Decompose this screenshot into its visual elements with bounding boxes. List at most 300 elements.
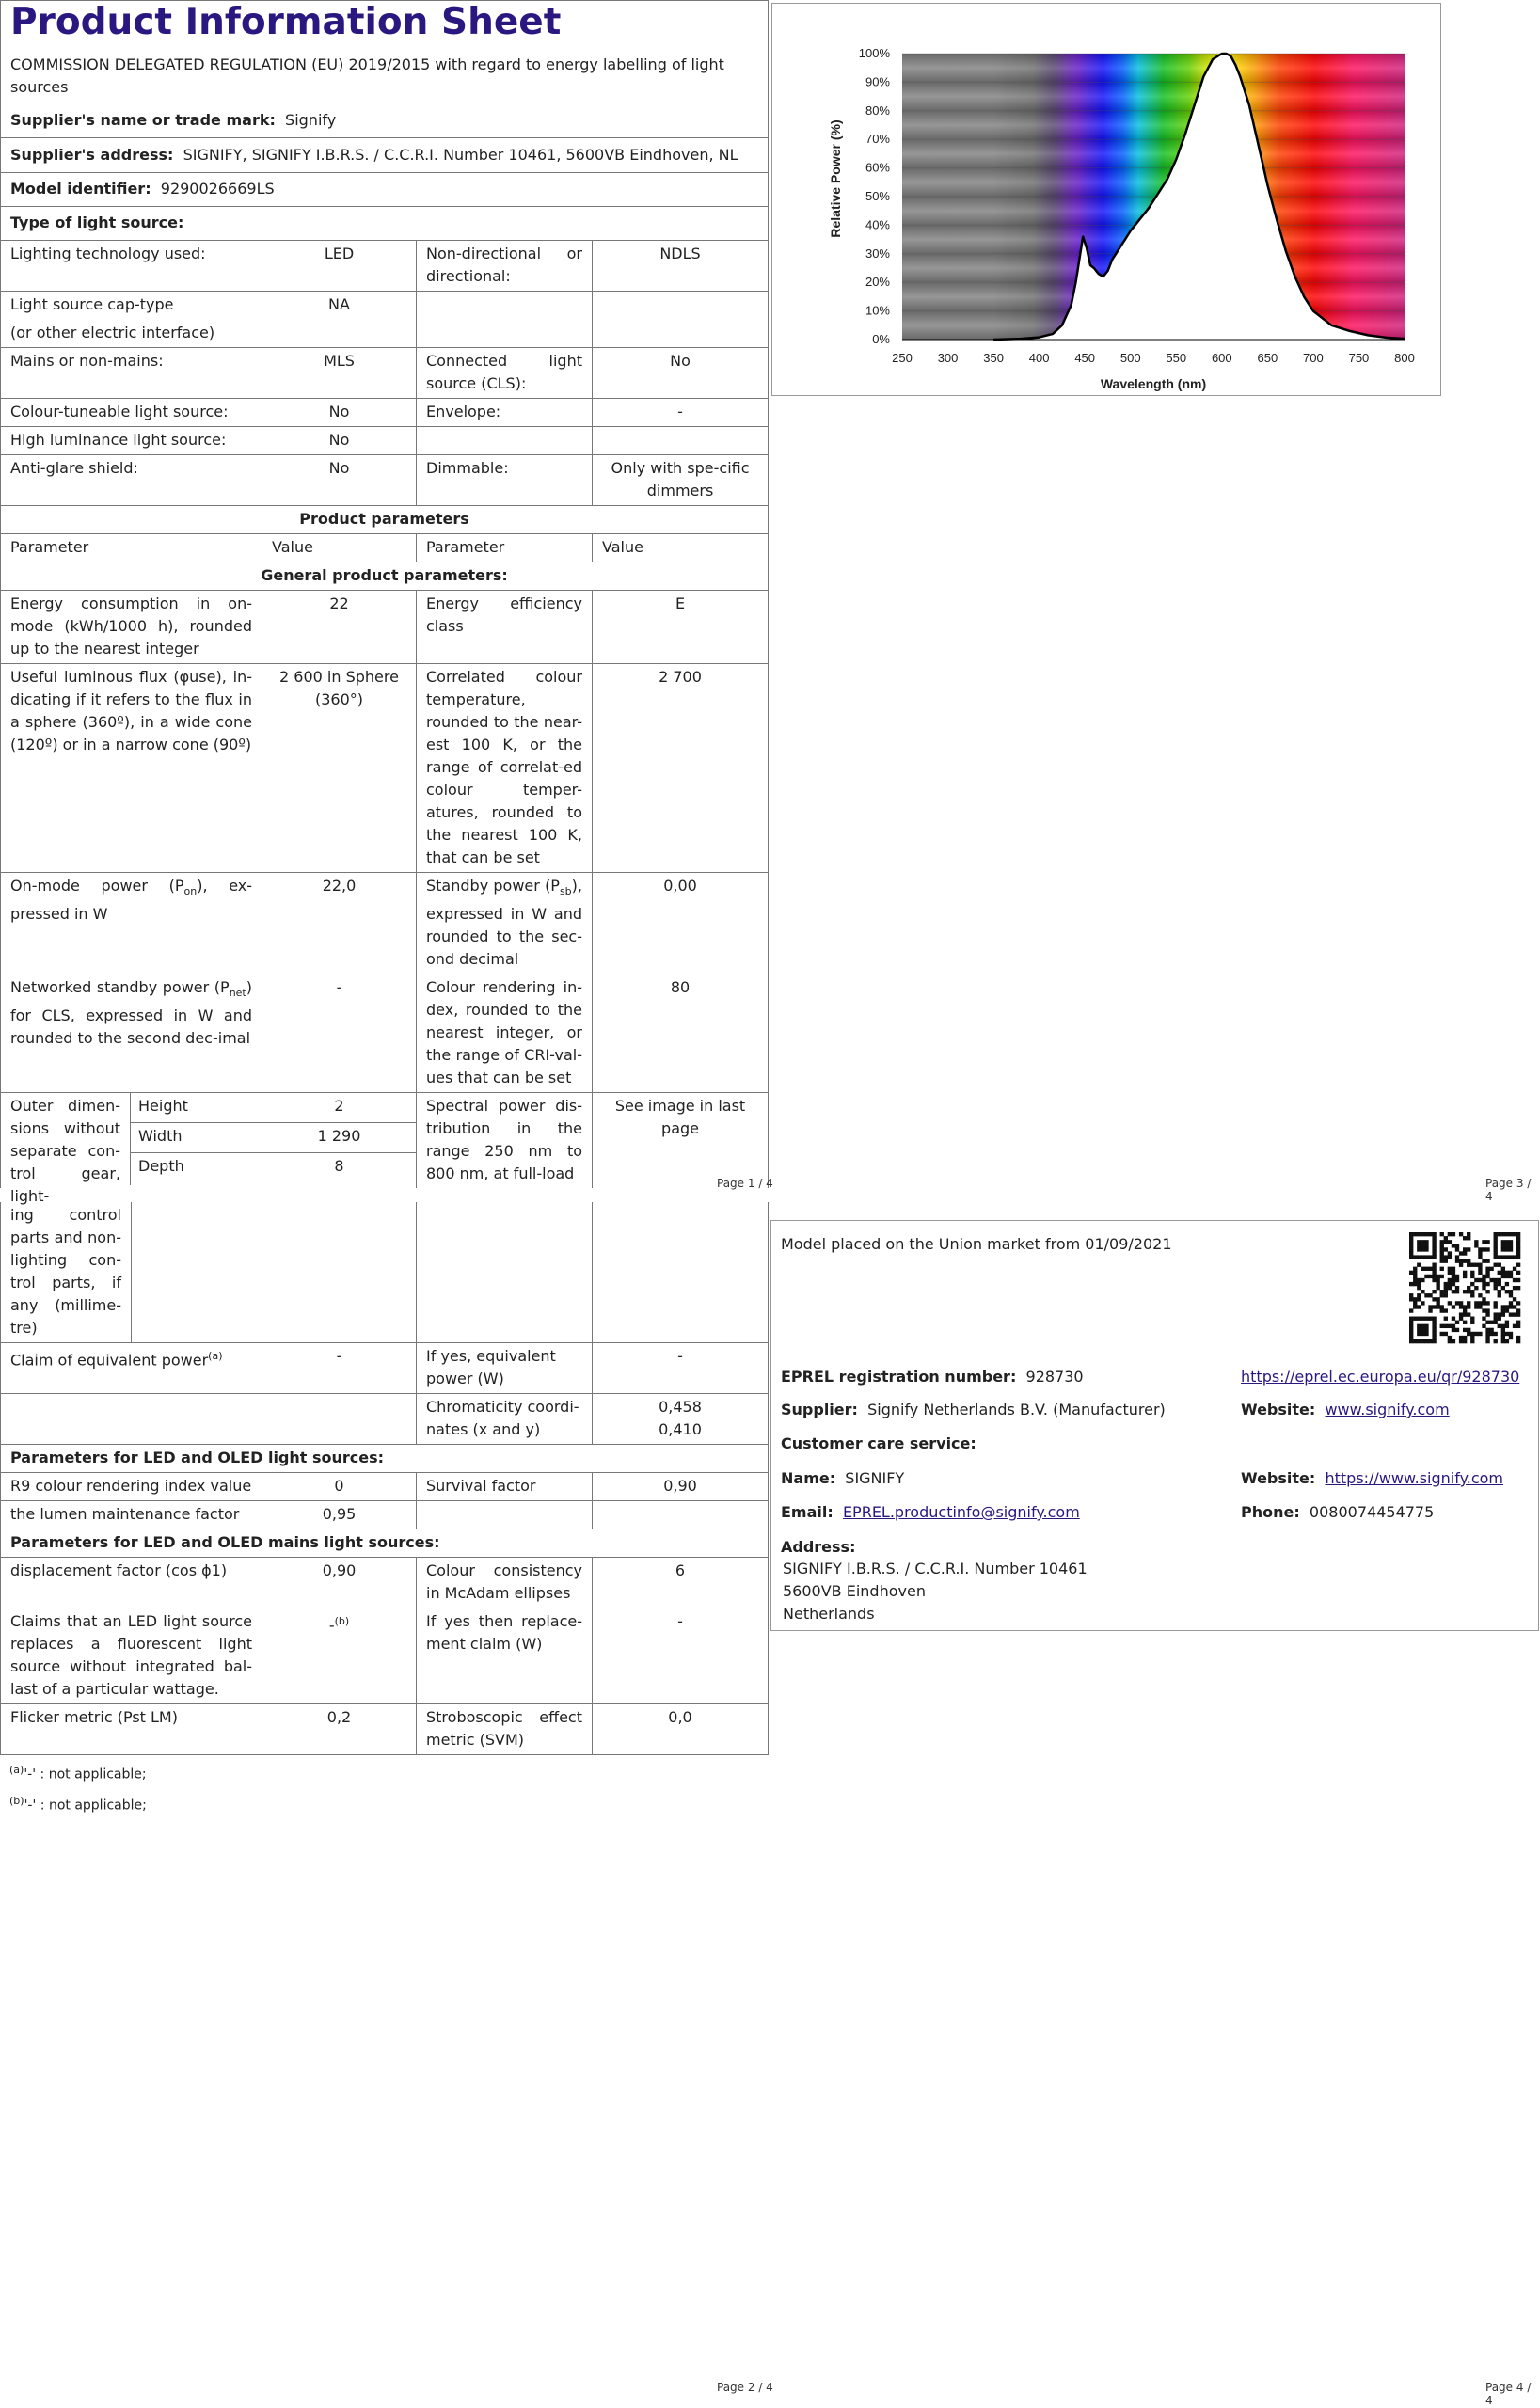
qr-module [1470, 1317, 1474, 1321]
y-tick-label: 40% [865, 217, 890, 232]
qr-module [1440, 1305, 1444, 1308]
qr-module [1448, 1339, 1452, 1343]
cri-label: Colour rendering in-dex, rounded to the nearest integer, or the range of CRI-val-ues that can be set [417, 974, 593, 1093]
qr-module [1478, 1271, 1482, 1275]
footnote-a: $^{(a)}$'-' : not applicable; [9, 1764, 147, 1782]
qr-module [1509, 1271, 1513, 1275]
qr-module [1421, 1267, 1424, 1271]
displacement-factor-value: 0,90 [262, 1558, 417, 1608]
equiv-power-w-value: - [593, 1343, 769, 1394]
qr-module [1501, 1240, 1505, 1244]
cap-type-label-2: (or other electric interface) [10, 324, 215, 341]
qr-module [1474, 1301, 1478, 1305]
on-mode-power-value: 22,0 [262, 873, 417, 974]
qr-module [1494, 1263, 1498, 1267]
qr-module [1455, 1301, 1459, 1305]
care-website-row: Website: https://www.signify.com [1241, 1469, 1504, 1487]
qr-module [1409, 1282, 1413, 1286]
qr-module [1417, 1282, 1421, 1286]
qr-module [1498, 1317, 1501, 1321]
product-parameters-title: Product parameters [1, 506, 769, 534]
outer-dimensions-label-cont: ing control parts and non-lighting con-trol parts, if any (millime-tre) [1, 1202, 132, 1343]
qr-module [1470, 1293, 1474, 1297]
qr-module [1509, 1247, 1513, 1251]
page-number-3: Page 3 / 4 [1485, 1177, 1532, 1203]
qr-module [1501, 1255, 1505, 1259]
qr-module [1463, 1236, 1467, 1240]
qr-module [1478, 1332, 1482, 1336]
spd-label: Spectral power dis-tribution in the range 250 nm to 800 nm, at full-load [417, 1093, 593, 1189]
qr-module [1505, 1308, 1509, 1312]
footnotes [9, 1757, 769, 1818]
lumen-maintenance-value: 0,95 [262, 1501, 417, 1529]
qr-module [1428, 1232, 1432, 1236]
qr-module [1501, 1267, 1505, 1271]
header-parameter: Parameter [1, 534, 262, 562]
qr-module [1516, 1336, 1520, 1339]
qr-module [1455, 1278, 1459, 1282]
x-tick-label: 750 [1348, 351, 1370, 365]
qr-module [1452, 1290, 1455, 1293]
page-title: Product Information Sheet [10, 1, 562, 43]
chromaticity-label: Chromaticity coordi-nates (x and y) [417, 1394, 593, 1445]
qr-module [1485, 1332, 1489, 1336]
qr-module [1467, 1290, 1470, 1293]
qr-module [1424, 1267, 1428, 1271]
qr-module [1459, 1339, 1463, 1343]
qr-module [1409, 1293, 1413, 1297]
qr-module [1516, 1251, 1520, 1255]
address-line-1: SIGNIFY I.B.R.S. / C.C.R.I. Number 10461 [783, 1560, 1088, 1577]
qr-module [1498, 1255, 1501, 1259]
qr-module [1417, 1232, 1421, 1236]
qr-module [1485, 1259, 1489, 1262]
qr-module [1440, 1275, 1444, 1278]
qr-module [1428, 1255, 1432, 1259]
qr-module [1459, 1336, 1463, 1339]
height-value: 2 [262, 1093, 416, 1123]
qr-module [1509, 1275, 1513, 1278]
qr-module [1478, 1278, 1482, 1282]
qr-module [1428, 1267, 1432, 1271]
qr-module [1482, 1278, 1485, 1282]
qr-module [1470, 1263, 1474, 1267]
qr-module [1452, 1328, 1455, 1332]
x-tick-label: 650 [1257, 351, 1278, 365]
qr-module [1424, 1293, 1428, 1297]
qr-module [1417, 1278, 1421, 1282]
qr-module [1467, 1286, 1470, 1290]
qr-module [1413, 1271, 1417, 1275]
qr-module [1494, 1236, 1498, 1240]
qr-module [1432, 1336, 1436, 1339]
qr-module [1409, 1332, 1413, 1336]
qr-module [1440, 1240, 1444, 1244]
qr-module [1432, 1236, 1436, 1240]
qr-module [1482, 1247, 1485, 1251]
qr-module [1452, 1305, 1455, 1308]
care-website-link[interactable]: https://www.signify.com [1325, 1469, 1504, 1487]
qr-module [1474, 1244, 1478, 1247]
footnote-b: $^{(b)}$'-' : not applicable; [9, 1794, 147, 1814]
tech-label: Lighting technology used: [1, 241, 262, 292]
qr-module [1455, 1290, 1459, 1293]
x-tick-label: 700 [1303, 351, 1324, 365]
qr-module [1467, 1263, 1470, 1267]
qr-module [1432, 1244, 1436, 1247]
qr-module [1409, 1236, 1413, 1240]
r9-value: 0 [262, 1473, 417, 1501]
qr-module [1501, 1339, 1505, 1343]
qr-module [1448, 1251, 1452, 1255]
qr-module [1424, 1244, 1428, 1247]
qr-module [1478, 1301, 1482, 1305]
qr-module [1452, 1275, 1455, 1278]
qr-module [1440, 1308, 1444, 1312]
qr-module [1498, 1312, 1501, 1316]
qr-module [1424, 1328, 1428, 1332]
qr-module [1428, 1339, 1432, 1343]
qr-module [1444, 1240, 1448, 1244]
qr-module [1516, 1339, 1520, 1343]
qr-module [1505, 1275, 1509, 1278]
website-link[interactable]: www.signify.com [1325, 1401, 1450, 1418]
qr-module [1509, 1232, 1513, 1236]
qr-module [1505, 1290, 1509, 1293]
qr-module [1424, 1339, 1428, 1343]
qr-module [1470, 1282, 1474, 1286]
qr-module [1436, 1282, 1439, 1286]
qr-module [1463, 1251, 1467, 1255]
qr-module [1448, 1271, 1452, 1275]
qr-module [1463, 1290, 1467, 1293]
cap-type-value: NA [262, 292, 417, 348]
qr-module [1467, 1328, 1470, 1332]
qr-module [1448, 1240, 1452, 1244]
qr-module [1494, 1305, 1498, 1308]
qr-module [1432, 1240, 1436, 1244]
qr-module [1409, 1240, 1413, 1244]
qr-module [1509, 1293, 1513, 1297]
x-tick-label: 450 [1074, 351, 1096, 365]
qr-module [1436, 1301, 1439, 1305]
qr-module [1424, 1332, 1428, 1336]
qr-module [1417, 1317, 1421, 1321]
qr-module [1424, 1255, 1428, 1259]
qr-module [1513, 1297, 1516, 1301]
x-tick-labels [892, 351, 1415, 365]
care-name-row: Name: SIGNIFY [781, 1469, 905, 1487]
model-identifier-value: 9290026669LS [160, 180, 275, 198]
flicker-value: 0,2 [262, 1704, 417, 1755]
qr-module [1509, 1255, 1513, 1259]
standby-power-value: 0,00 [593, 873, 769, 974]
supplier-name-label: Supplier's name or trade mark: [10, 111, 276, 129]
qr-module [1482, 1282, 1485, 1286]
eprel-url-link[interactable]: https://eprel.ec.europa.eu/qr/928730 [1241, 1368, 1520, 1386]
qr-module [1459, 1312, 1463, 1316]
qr-module [1474, 1263, 1478, 1267]
replacement-claim-value: - [593, 1608, 769, 1704]
qr-module [1485, 1336, 1489, 1339]
lumen-maintenance-label: the lumen maintenance factor [1, 1501, 262, 1529]
qr-module [1409, 1339, 1413, 1343]
regulation-text: COMMISSION DELEGATED REGULATION (EU) 2019/2015 with regard to energy labelling of light sources [10, 55, 724, 96]
qr-module [1485, 1308, 1489, 1312]
header-parameter-2: Parameter [417, 534, 593, 562]
qr-module [1444, 1290, 1448, 1293]
qr-module [1467, 1301, 1470, 1305]
qr-module [1505, 1247, 1509, 1251]
qr-module [1478, 1263, 1482, 1267]
qr-module [1482, 1240, 1485, 1244]
qr-module [1428, 1275, 1432, 1278]
qr-module [1413, 1301, 1417, 1305]
fluorescent-claim-value: -$^{(b)}$ [262, 1608, 417, 1704]
energy-class-label: Energy efficiency class [417, 591, 593, 664]
y-axis-label: Relative Power (%) [828, 119, 843, 238]
qr-module [1478, 1251, 1482, 1255]
qr-module [1448, 1232, 1452, 1236]
qr-module [1494, 1286, 1498, 1290]
qr-module [1501, 1324, 1505, 1328]
qr-module [1485, 1275, 1489, 1278]
qr-module [1432, 1255, 1436, 1259]
spd-value: See image in last page [593, 1093, 769, 1189]
qr-module [1470, 1339, 1474, 1343]
qr-module [1428, 1317, 1432, 1321]
x-tick-label: 350 [983, 351, 1004, 365]
qr-module [1432, 1290, 1436, 1293]
qr-module [1448, 1282, 1452, 1286]
model-identifier-label: Model identifier: [10, 180, 151, 198]
qr-module [1467, 1312, 1470, 1316]
x-tick-label: 500 [1119, 351, 1141, 365]
qr-module [1478, 1267, 1482, 1271]
qr-module [1436, 1278, 1439, 1282]
qr-module [1516, 1255, 1520, 1259]
qr-module [1485, 1328, 1489, 1332]
qr-module [1421, 1324, 1424, 1328]
qr-module [1459, 1259, 1463, 1262]
y-tick-label: 50% [865, 189, 890, 203]
general-parameters-title: General product parameters: [1, 562, 769, 591]
r9-label: R9 colour rendering index value [1, 1473, 262, 1501]
qr-module [1482, 1297, 1485, 1301]
qr-module [1421, 1317, 1424, 1321]
qr-module [1482, 1308, 1485, 1312]
depth-value: 8 [334, 1157, 344, 1176]
spectrum-band [902, 111, 1405, 139]
qr-module [1494, 1321, 1498, 1324]
qr-module [1474, 1305, 1478, 1308]
qr-module [1448, 1278, 1452, 1282]
info-sheet-table-page1 [0, 0, 769, 1206]
qr-module [1421, 1247, 1424, 1251]
qr-module [1509, 1332, 1513, 1336]
qr-module [1505, 1240, 1509, 1244]
type-section-title: Type of light source: [1, 207, 769, 241]
qr-module [1516, 1240, 1520, 1244]
qr-module [1444, 1324, 1448, 1328]
qr-module [1505, 1332, 1509, 1336]
qr-module [1452, 1271, 1455, 1275]
stroboscopic-label: Stroboscopic effect metric (SVM) [417, 1704, 593, 1755]
x-tick-label: 300 [937, 351, 959, 365]
qr-module [1417, 1286, 1421, 1290]
qr-module [1409, 1328, 1413, 1332]
qr-module [1432, 1332, 1436, 1336]
qr-module [1417, 1332, 1421, 1336]
qr-module [1516, 1247, 1520, 1251]
high-luminance-label: High luminance light source: [1, 427, 262, 455]
y-tick-label: 0% [872, 332, 890, 346]
qr-module [1413, 1275, 1417, 1278]
qr-module [1424, 1232, 1428, 1236]
qr-module [1409, 1297, 1413, 1301]
qr-module [1505, 1305, 1509, 1308]
qr-module [1424, 1247, 1428, 1251]
qr-module [1421, 1332, 1424, 1336]
qr-module [1448, 1255, 1452, 1259]
cls-value: No [593, 348, 769, 399]
cct-value: 2 700 [593, 664, 769, 873]
website-row: Website: www.signify.com [1241, 1401, 1450, 1418]
qr-module [1413, 1339, 1417, 1343]
qr-module [1444, 1317, 1448, 1321]
qr-module [1452, 1282, 1455, 1286]
qr-module [1452, 1267, 1455, 1271]
led-parameters-title: Parameters for LED and OLED light sources: [1, 1445, 769, 1473]
qr-module [1470, 1336, 1474, 1339]
qr-module [1513, 1278, 1516, 1282]
directional-value: NDLS [593, 241, 769, 292]
qr-module [1409, 1308, 1413, 1312]
care-phone-row: Phone: 0080074454775 [1241, 1503, 1435, 1521]
qr-module [1489, 1332, 1493, 1336]
qr-module [1470, 1321, 1474, 1324]
y-tick-label: 90% [865, 74, 890, 89]
qr-module [1498, 1282, 1501, 1286]
qr-module [1516, 1244, 1520, 1247]
qr-module [1417, 1328, 1421, 1332]
qr-module [1432, 1267, 1436, 1271]
qr-module [1417, 1293, 1421, 1297]
qr-module [1452, 1244, 1455, 1247]
qr-module [1474, 1278, 1478, 1282]
qr-module [1467, 1236, 1470, 1240]
qr-module [1501, 1336, 1505, 1339]
spectral-power-chart [772, 4, 1440, 395]
qr-module [1436, 1275, 1439, 1278]
qr-module [1513, 1232, 1516, 1236]
qr-module [1448, 1336, 1452, 1339]
qr-module [1409, 1321, 1413, 1324]
page-number-1: Page 1 / 4 [717, 1177, 773, 1190]
qr-module [1494, 1317, 1498, 1321]
qr-module [1455, 1259, 1459, 1262]
qr-module [1482, 1259, 1485, 1262]
cct-label: Correlated colour temperature, rounded to the near-est 100 K, or the range of correlat-ed colour temper-atures, rounded to the nearest 100 K, that can be set [417, 664, 593, 873]
qr-module [1459, 1263, 1463, 1267]
networked-standby-value: - [262, 974, 417, 1093]
address-line-3: Netherlands [783, 1605, 875, 1623]
qr-module [1417, 1240, 1421, 1244]
address-block [783, 1558, 1088, 1625]
qr-module [1463, 1247, 1467, 1251]
qr-module [1432, 1278, 1436, 1282]
qr-module [1463, 1321, 1467, 1324]
qr-module [1494, 1278, 1498, 1282]
spectrum-band [902, 139, 1405, 167]
qr-module [1428, 1308, 1432, 1312]
qr-module [1494, 1255, 1498, 1259]
qr-module [1489, 1267, 1493, 1271]
qr-module [1432, 1324, 1436, 1328]
qr-module [1463, 1305, 1467, 1308]
qr-module [1516, 1271, 1520, 1275]
tuneable-value: No [262, 399, 417, 427]
qr-module [1448, 1286, 1452, 1290]
qr-module [1432, 1339, 1436, 1343]
info-sheet-table-page2 [0, 1202, 769, 1755]
qr-module [1421, 1339, 1424, 1343]
qr-module [1513, 1267, 1516, 1271]
email-link[interactable]: EPREL.productinfo@signify.com [842, 1503, 1080, 1521]
address-line-2: 5600VB Eindhoven [783, 1582, 926, 1600]
qr-module [1470, 1332, 1474, 1336]
qr-module [1440, 1247, 1444, 1251]
qr-module [1444, 1247, 1448, 1251]
qr-module [1482, 1324, 1485, 1328]
qr-module [1505, 1282, 1509, 1286]
qr-module [1498, 1324, 1501, 1328]
qr-module [1463, 1339, 1467, 1343]
anti-glare-label: Anti-glare shield: [1, 455, 262, 506]
qr-module [1409, 1336, 1413, 1339]
qr-module [1482, 1317, 1485, 1321]
qr-module [1474, 1286, 1478, 1290]
qr-module [1509, 1244, 1513, 1247]
qr-module [1421, 1290, 1424, 1293]
energy-consumption-label: Energy consumption in on-mode (kWh/1000 h), rounded up to the nearest integer [1, 591, 262, 664]
qr-module [1417, 1263, 1421, 1267]
equiv-power-label: Claim of equivalent power$^{(a)}$ [1, 1343, 262, 1394]
y-tick-label: 10% [865, 303, 890, 318]
qr-module [1513, 1312, 1516, 1316]
qr-module [1509, 1312, 1513, 1316]
y-tick-label: 60% [865, 160, 890, 175]
eprel-box [770, 1220, 1539, 1631]
qr-module [1498, 1290, 1501, 1293]
qr-module [1409, 1232, 1413, 1236]
y-tick-label: 20% [865, 275, 890, 290]
qr-module [1452, 1324, 1455, 1328]
qr-module [1505, 1324, 1509, 1328]
qr-module [1513, 1305, 1516, 1308]
x-axis-label: Wavelength (nm) [1100, 376, 1207, 391]
x-tick-label: 250 [892, 351, 913, 365]
qr-module [1463, 1328, 1467, 1332]
qr-module [1409, 1271, 1413, 1275]
qr-module [1485, 1282, 1489, 1286]
qr-module [1516, 1278, 1520, 1282]
qr-module [1432, 1328, 1436, 1332]
qr-module [1505, 1339, 1509, 1343]
qr-module [1482, 1301, 1485, 1305]
qr-module [1467, 1232, 1470, 1236]
qr-module [1463, 1336, 1467, 1339]
